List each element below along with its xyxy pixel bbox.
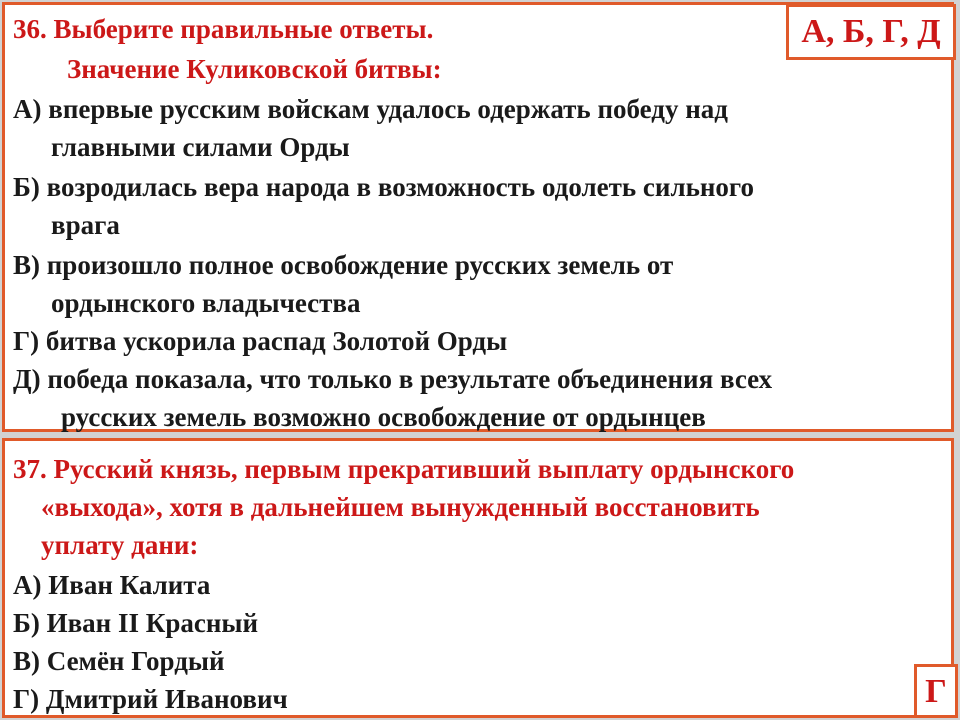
question-36-option-d-cont: русских земель возможно освобождение от ордынцев bbox=[61, 402, 706, 432]
question-36-option-a-cont: главными силами Орды bbox=[51, 132, 350, 162]
question-36-subtitle: Значение Куликовской битвы: bbox=[67, 54, 442, 84]
question-37-text-line-2: «выхода», хотя в дальнейшем вынужденный восстановить bbox=[41, 492, 760, 522]
question-37-answer-box: Г bbox=[914, 664, 958, 718]
question-37-option-v: В) Семён Гордый bbox=[13, 646, 225, 676]
question-37-option-g: Г) Дмитрий Иванович bbox=[13, 684, 288, 714]
question-36-option-a: А) впервые русским войскам удалось одержать победу над bbox=[13, 94, 728, 124]
question-36-option-v-cont: ордынского владычества bbox=[51, 288, 361, 318]
question-37-text-line-1: 37. Русский князь, первым прекративший выплату ордынского bbox=[13, 454, 795, 484]
question-36-option-b: Б) возродилась вера народа в возможность одолеть сильного bbox=[13, 172, 755, 202]
question-36-option-v: В) произошло полное освобождение русских земель от bbox=[13, 250, 674, 280]
question-36-option-d: Д) победа показала, что только в результате объединения всех bbox=[13, 364, 773, 394]
question-36-option-b-cont: врага bbox=[51, 210, 120, 240]
question-36-panel bbox=[2, 2, 954, 432]
question-37-option-a: А) Иван Калита bbox=[13, 570, 211, 600]
question-37-panel bbox=[2, 438, 954, 718]
question-37-option-b: Б) Иван II Красный bbox=[13, 608, 259, 638]
question-36-title: 36. Выберите правильные ответы. bbox=[13, 14, 434, 44]
question-36-answer-box: А, Б, Г, Д bbox=[786, 4, 956, 60]
question-37-text-line-3: уплату дани: bbox=[41, 530, 199, 560]
question-36-option-g: Г) битва ускорила распад Золотой Орды bbox=[13, 326, 508, 356]
